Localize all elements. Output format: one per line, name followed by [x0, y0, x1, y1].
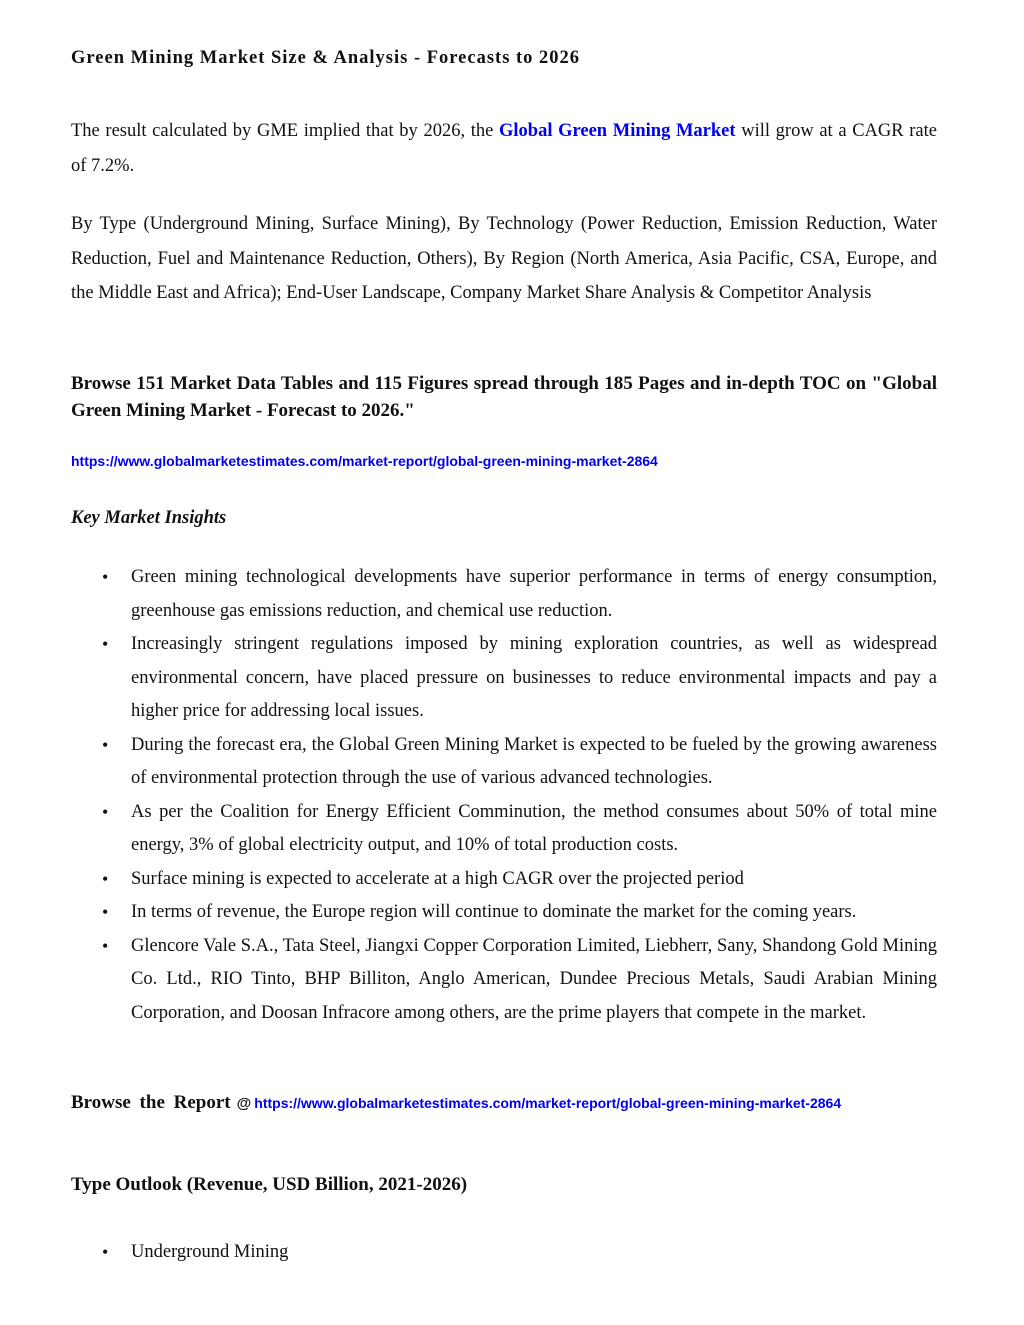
insight-text: Increasingly stringent regulations imposed by mining exploration countries, as well as widespread environmental concern, have placed pressure on businesses to reduce environmental impacts and pay a higher price for addressing local issues. — [131, 634, 937, 721]
bullet-icon: • — [102, 634, 109, 654]
list-item — [71, 561, 937, 628]
bullet-icon: • — [102, 567, 109, 587]
bullet-icon: • — [102, 868, 109, 889]
report-url-line — [71, 453, 658, 471]
bullet-icon: • — [102, 734, 109, 755]
list-item — [71, 863, 937, 897]
intro-text-before: The result calculated by GME implied that by 2026, the — [71, 121, 499, 141]
list-item — [71, 1236, 937, 1270]
insight-text: During the forecast era, the Global Green Mining Market is expected to be fueled by the growing awareness of environmental protection through the use of various advanced technologies. — [131, 734, 937, 788]
insight-text: Glencore Vale S.A., Tata Steel, Jiangxi Copper Corporation Limited, Liebherr, Sany, Shandong Gold Mining Co. Ltd., RIO Tinto, BHP Billiton, Anglo American, Dundee Precious Metals, Saudi Arabian Mining Corporation, and Doosan Infracore among others, are the prime players that compete in the market. — [131, 935, 937, 1023]
browse-report-line — [71, 1086, 937, 1121]
key-insights-heading: Key Market Insights — [71, 508, 227, 528]
bullet-icon: • — [102, 902, 109, 922]
bullet-icon: • — [102, 801, 109, 822]
insights-list — [71, 561, 937, 1030]
list-item — [71, 628, 937, 729]
browse-report-label: Browse the Report — [71, 1092, 231, 1113]
global-green-mining-market-link[interactable]: Global Green Mining Market — [499, 121, 736, 141]
insight-text: Green mining technological developments have superior performance in terms of energy consumption, greenhouse gas emissions reduction, and chemical use reduction. — [131, 567, 937, 621]
insight-text: As per the Coalition for Energy Efficient Comminution, the method consumes about 50% of total mine energy, 3% of global electricity output, and 10% of total production costs. — [131, 801, 937, 855]
insight-text: Surface mining is expected to accelerate at a high CAGR over the projected period — [131, 868, 744, 889]
insight-text: In terms of revenue, the Europe region will continue to dominate the market for the coming years. — [131, 902, 857, 922]
scope-paragraph: By Type (Underground Mining, Surface Mining), By Technology (Power Reduction, Emission Reduction, Water Reduction, Fuel and Maintenance Reduction, Others), By Region (North America, Asia Pacific, CSA, Europe, and the Middle East and Africa); End-User Landscape, Company Market Share Analysis & Competitor Analysis — [71, 214, 937, 303]
report-url-link[interactable]: https://www.globalmarketestimates.com/market-report/global-green-mining-market-2864 — [71, 453, 658, 469]
at-sign: @ — [236, 1095, 252, 1112]
browse-report-link[interactable]: https://www.globalmarketestimates.com/market-report/global-green-mining-market-2864 — [254, 1095, 842, 1111]
list-item — [71, 796, 937, 863]
browse-tables-heading: Browse 151 Market Data Tables and 115 Figures spread through 185 Pages and in-depth TOC on "Global Green Mining Market - Forecast to 2026." — [71, 373, 937, 421]
type-outlook-heading: Type Outlook (Revenue, USD Billion, 2021-2026) — [71, 1174, 468, 1195]
type-outlook-list — [71, 1236, 937, 1270]
bullet-icon: • — [102, 935, 109, 956]
list-item — [71, 896, 937, 930]
intro-text-after: will grow at a CAGR rate of 7.2%. — [71, 121, 937, 176]
type-outlook-item: Underground Mining — [131, 1242, 289, 1262]
bullet-icon: • — [102, 1242, 109, 1262]
list-item — [71, 930, 937, 1031]
intro-paragraph — [71, 114, 937, 183]
list-item — [71, 729, 937, 796]
document-title: Green Mining Market Size & Analysis - Forecasts to 2026 — [71, 48, 581, 68]
